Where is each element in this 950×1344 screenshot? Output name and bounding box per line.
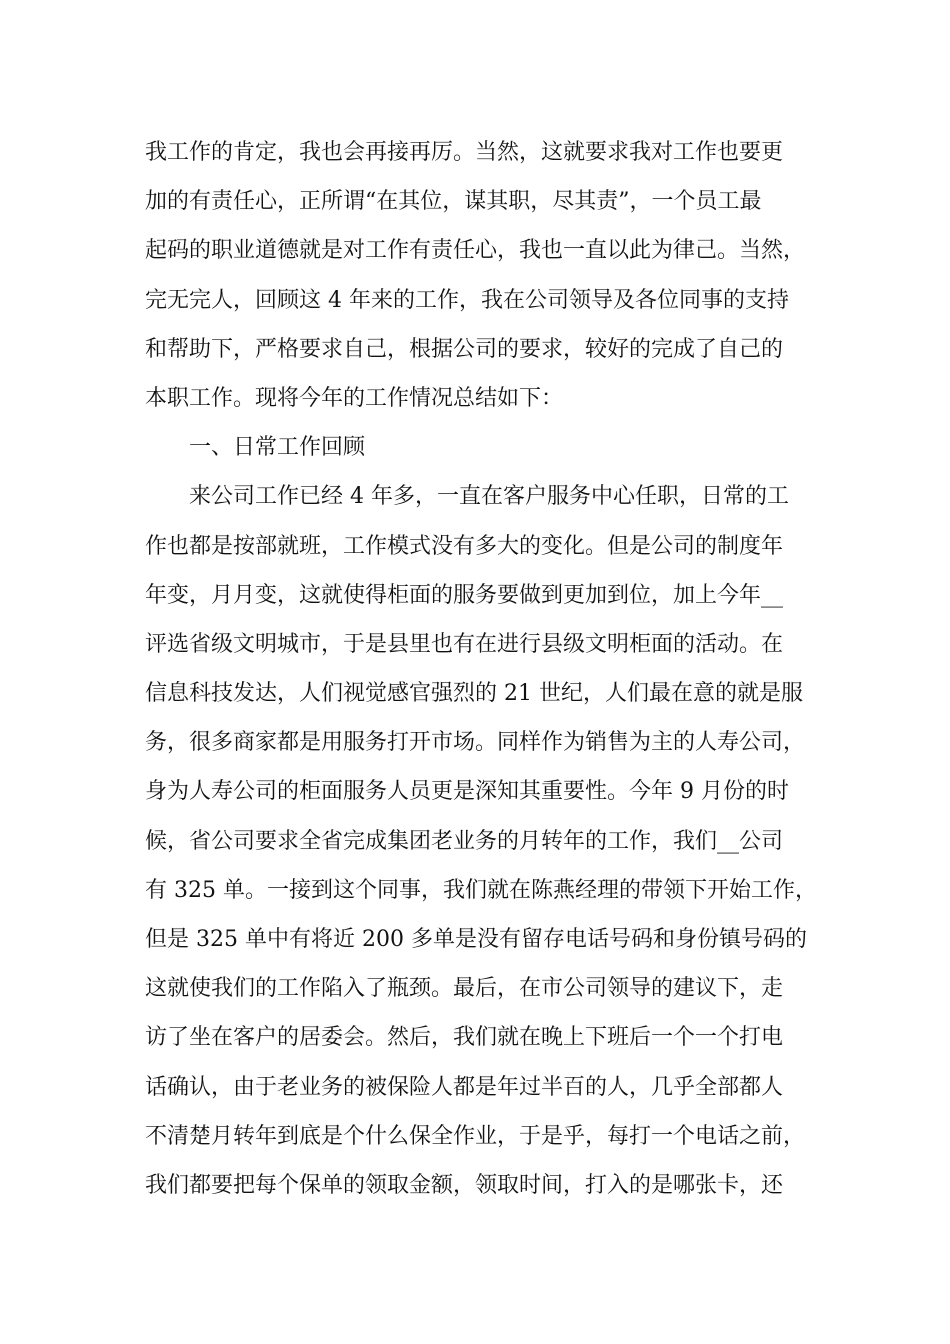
- text-line: 年变，月月变，这就使得柜面的服务要做到更加到位，加上今年__: [145, 582, 784, 608]
- text-line: 我工作的肯定，我也会再接再厉。当然，这就要求我对工作也要更: [145, 140, 784, 165]
- text-line: 务，很多商家都是用服务打开市场。同样作为销售为主的人寿公司，: [145, 730, 806, 756]
- text-line: 有 325 单。一接到这个同事，我们就在陈燕经理的带领下开始工作，: [145, 877, 817, 903]
- text-line: 加的有责任心，正所谓“在其位，谋其职，尽其责”，一个员工最: [145, 189, 762, 215]
- text-line: 话确认，由于老业务的被保险人都是年过半百的人，几乎全部都人: [145, 1074, 784, 1100]
- text-line: 评选省级文明城市，于是县里也有在进行县级文明柜面的活动。在: [145, 631, 784, 657]
- text-line: 本职工作。现将今年的工作情况总结如下：: [145, 385, 564, 411]
- text-line: 信息科技发达，人们视觉感官强烈的 21 世纪，人们最在意的就是服: [145, 681, 803, 707]
- text-line: 访了坐在客户的居委会。然后，我们就在晚上下班后一个一个打电: [145, 1025, 784, 1051]
- text-line: 这就使我们的工作陷入了瓶颈。最后，在市公司领导的建议下，走: [145, 976, 784, 1002]
- text-line: 来公司工作已经 4 年多，一直在客户服务中心任职，日常的工: [145, 484, 789, 510]
- text-line: 不清楚月转年到底是个什么保全作业，于是乎，每打一个电话之前，: [145, 1123, 806, 1149]
- text-line: 我们都要把每个保单的领取金额，领取时间，打入的是哪张卡，还: [145, 1172, 784, 1198]
- section-heading: 一、日常工作回顾: [145, 435, 366, 461]
- document-body: [145, 128, 825, 1210]
- text-line: 起码的职业道德就是对工作有责任心，我也一直以此为律己。当然，: [145, 238, 806, 264]
- text-line: 身为人寿公司的柜面服务人员更是深知其重要性。今年 9 月份的时: [145, 779, 789, 805]
- text-line: 作也都是按部就班，工作模式没有多大的变化。但是公司的制度年: [145, 533, 784, 559]
- text-line: 和帮助下，严格要求自己，根据公司的要求，较好的完成了自己的: [145, 336, 784, 362]
- text-line: 完无完人，回顾这 4 年来的工作，我在公司领导及各位同事的支持: [145, 287, 789, 313]
- text-line: 候，省公司要求全省完成集团老业务的月转年的工作，我们__公司: [145, 828, 784, 854]
- text-line: 但是 325 单中有将近 200 多单是没有留存电话号码和身份镇号码的: [145, 927, 807, 952]
